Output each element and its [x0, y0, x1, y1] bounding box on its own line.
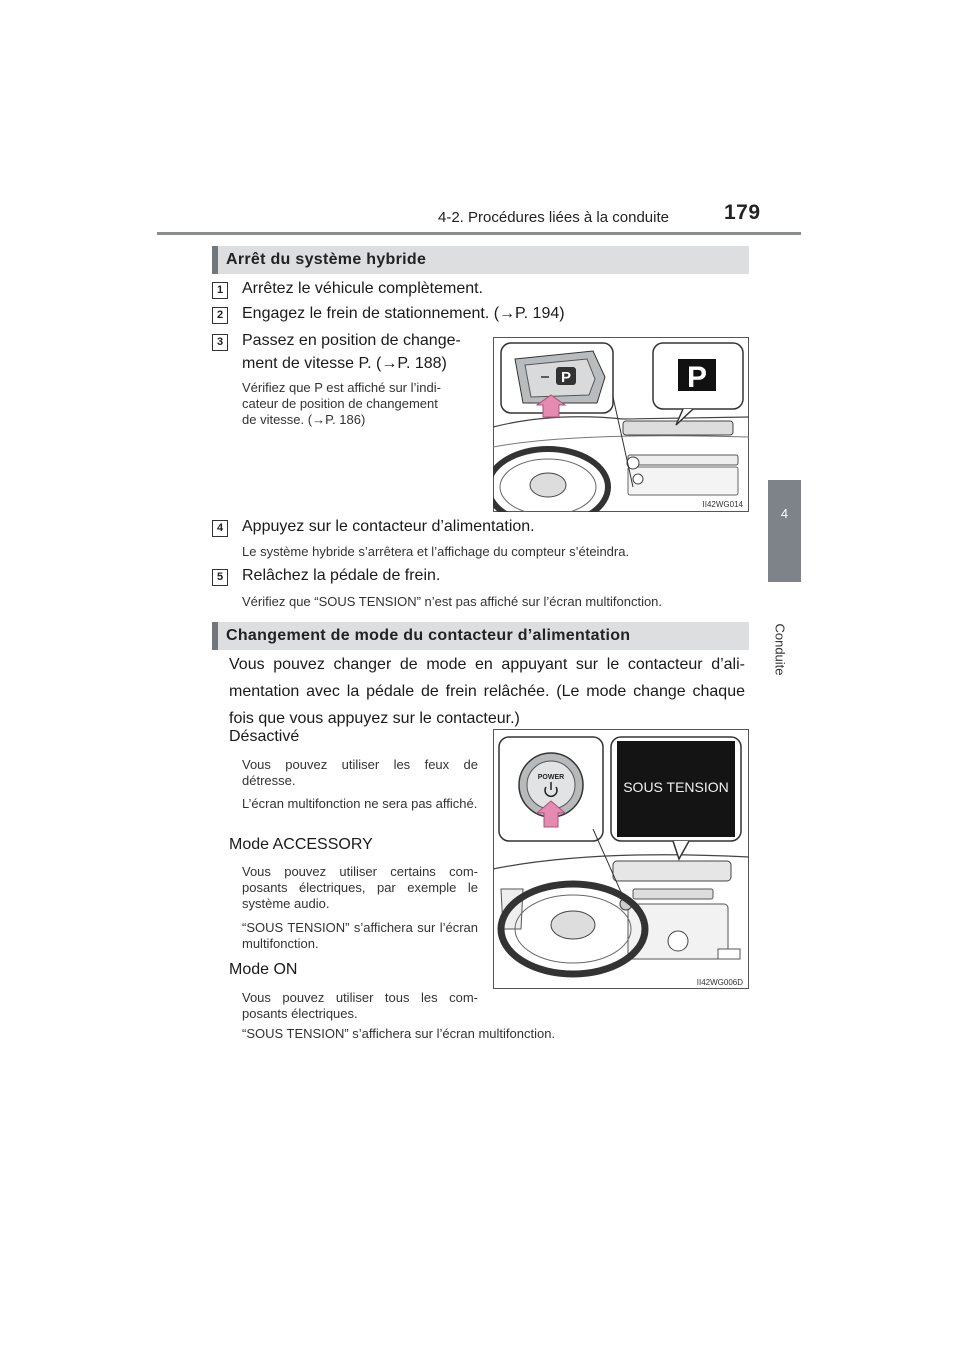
section-title: Changement de mode du contacteur d’alimentation — [226, 627, 631, 644]
mode-name: Désactivé — [229, 728, 300, 745]
mode-note: “SOUS TENSION” s’affichera sur l’écran multifonction. — [242, 1026, 556, 1041]
step-number: 3 — [212, 334, 228, 351]
section-heading-hybrid-stop — [212, 246, 749, 274]
step-text-line: ment de vitesse P. (→P. 188) — [242, 355, 447, 372]
page-number: 179 — [724, 201, 761, 224]
intro-paragraph: Vous pouvez changer de mode en appuyant sur le contacteur d’ali-mentation avec la pédale de frein relâchée. (Le mode change chaque fois que vous appuyez sur le contacteur.) — [229, 656, 745, 727]
power-button-label: POWER — [537, 774, 565, 781]
indicator-p-letter: P — [686, 361, 708, 394]
mode-note: “SOUS TENSION” s’affichera sur l’écran multifonction. — [242, 920, 478, 951]
step-note: Vérifiez que “SOUS TENSION” n’est pas affiché sur l’écran multifonction. — [242, 594, 663, 609]
mode-name: Mode ON — [229, 961, 298, 978]
section-title: Arrêt du système hybride — [226, 251, 427, 268]
step-number: 5 — [212, 569, 228, 586]
chapter-number: 4 — [780, 506, 789, 521]
step-note: Le système hybride s’arrêtera et l’affichage du compteur s’éteindra. — [242, 544, 630, 559]
step-text-line: Passez en position de change- — [242, 332, 461, 349]
step-note-line: Vérifiez que P est affiché sur l’indi- — [242, 380, 441, 395]
figure-power-switch — [493, 729, 749, 989]
mode-note: L’écran multifonction ne sera pas affiché. — [242, 796, 478, 811]
section-heading-power-mode — [212, 622, 749, 650]
step-number: 1 — [212, 282, 228, 299]
mode-name: Mode ACCESSORY — [229, 836, 373, 853]
chapter-label: Conduite — [772, 623, 788, 676]
step-note-line: cateur de position de changement — [242, 396, 438, 411]
step-text: Appuyez sur le contacteur d’alimentation. — [242, 518, 535, 535]
step-text: Engagez le frein de stationnement. (→P. 194) — [242, 305, 565, 322]
step-text: Relâchez la pédale de frein. — [242, 567, 441, 584]
step-number: 4 — [212, 520, 228, 537]
step-text: Arrêtez le véhicule complètement. — [242, 280, 483, 297]
figure-code: II42WG006D — [696, 978, 743, 987]
screen-message: SOUS TENSION — [623, 779, 729, 795]
figure-shift-p-indicator — [493, 337, 749, 512]
mode-note: Vous pouvez utiliser certains com-posants électriques, par exemple le système audio. — [242, 864, 478, 911]
chapter-label-wrap — [772, 622, 792, 682]
step-number: 2 — [212, 307, 228, 324]
mode-note: Vous pouvez utiliser tous les com-posants électriques. — [242, 990, 478, 1021]
header-rule — [157, 232, 801, 235]
figure-code: II42WG014 — [702, 500, 743, 509]
chapter-tab — [768, 480, 801, 582]
running-header-section: 4-2. Procédures liées à la conduite — [438, 209, 669, 226]
shift-p-letter: P — [560, 369, 572, 386]
step-note-line: de vitesse. (→P. 186) — [242, 412, 366, 427]
mode-note: Vous pouvez utiliser les feux de détresse. — [242, 757, 478, 788]
